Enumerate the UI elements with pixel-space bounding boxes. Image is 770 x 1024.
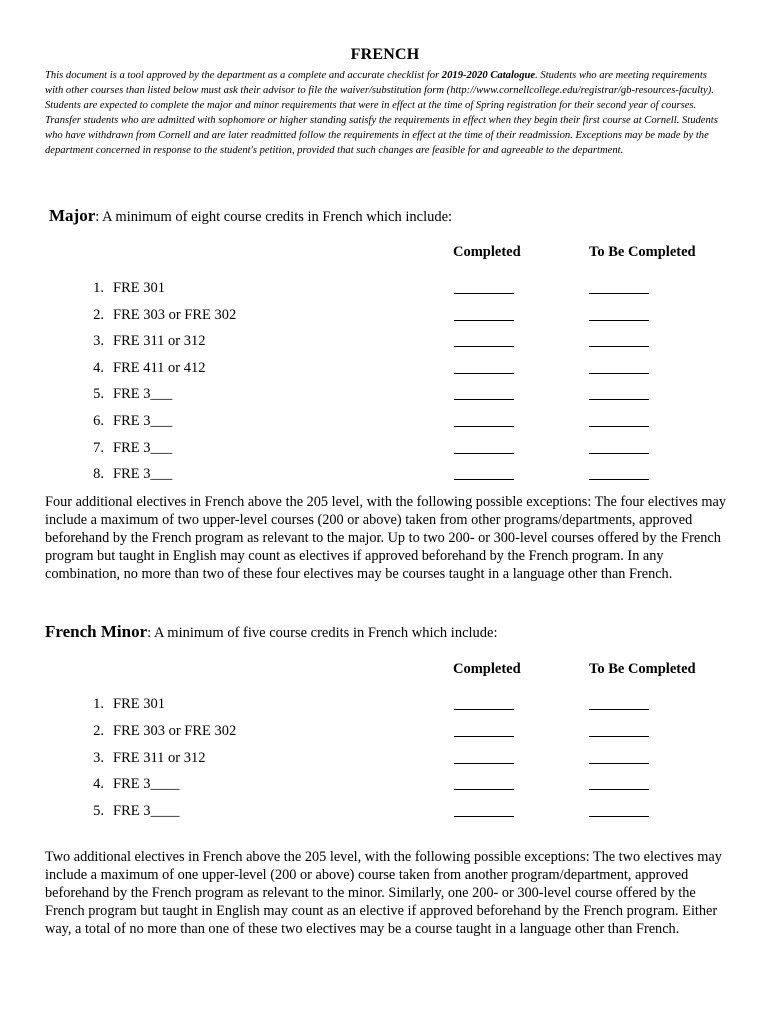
- item-number: 2.: [93, 722, 104, 739]
- item-number: 1.: [93, 280, 104, 296]
- completed-blank-line[interactable]: [454, 373, 514, 374]
- to-be-completed-blank-line[interactable]: [589, 320, 649, 321]
- completed-blank-line[interactable]: [454, 709, 514, 710]
- completed-blank-line[interactable]: [454, 346, 514, 347]
- completed-blank-line[interactable]: [454, 293, 514, 294]
- to-be-completed-blank-line[interactable]: [589, 479, 649, 480]
- course-row: [0, 413, 770, 431]
- major-col-completed: Completed: [453, 244, 521, 260]
- minor-heading: [45, 623, 498, 642]
- course-name: FRE 311 or 312: [113, 749, 206, 766]
- item-number: 5.: [93, 803, 104, 820]
- course-row: [0, 280, 770, 298]
- completed-blank-line[interactable]: [454, 453, 514, 454]
- to-be-completed-blank-line[interactable]: [589, 399, 649, 400]
- course-name: FRE 3____: [113, 776, 180, 793]
- item-number: 3.: [93, 333, 104, 350]
- course-row: [0, 750, 770, 768]
- page-title: FRENCH: [350, 46, 420, 63]
- intro-text-end: . Students who are meeting requirements with other courses than listed below must ask their advisor to file the waiver/substitution form (http://www.cornellcollege.edu/registrar/gb-resources-faculty). Students are expected to complete the major and minor requirements that were in effect at the time of Spring registration for their second year of courses. Transfer students who are admitted with sophomore or higher standing satisfy the requirements in effect when they begin their first course at Cornell. Students who have withdrawn from Cornell and are later readmitted follow the requirements in effect at the time of their readmission. Exceptions may be made by the department concerned in response to the student's petition, provided that such changes are feasible for and agreeable to the department.: [45, 70, 718, 157]
- course-row: [0, 333, 770, 351]
- major-heading-description: : A minimum of eight course credits in French which include:: [95, 209, 453, 225]
- item-number: 6.: [93, 413, 104, 429]
- major-col-to-be-completed: To Be Completed: [589, 244, 696, 260]
- item-number: 5.: [93, 386, 104, 403]
- minor-heading-label: French Minor: [45, 622, 148, 641]
- to-be-completed-blank-line[interactable]: [589, 816, 649, 817]
- to-be-completed-blank-line[interactable]: [589, 453, 649, 454]
- item-number: 3.: [93, 749, 104, 766]
- to-be-completed-blank-line[interactable]: [589, 426, 649, 427]
- course-name: FRE 3___: [113, 466, 173, 483]
- minor-col-completed: Completed: [453, 661, 521, 677]
- completed-blank-line[interactable]: [454, 816, 514, 817]
- course-row: [0, 386, 770, 404]
- completed-blank-line[interactable]: [454, 399, 514, 400]
- course-name: FRE 303 or FRE 302: [113, 722, 237, 739]
- completed-blank-line[interactable]: [454, 479, 514, 480]
- course-name: FRE 301: [113, 280, 165, 296]
- item-number: 1.: [93, 696, 104, 712]
- completed-blank-line[interactable]: [454, 789, 514, 790]
- course-row: [0, 696, 770, 714]
- catalogue-year: 2019-2020 Catalogue: [441, 70, 536, 81]
- minor-heading-description: : A minimum of five course credits in French which include:: [147, 625, 498, 641]
- to-be-completed-blank-line[interactable]: [589, 373, 649, 374]
- course-name: FRE 311 or 312: [113, 333, 206, 350]
- to-be-completed-blank-line[interactable]: [589, 293, 649, 294]
- course-row: [0, 803, 770, 821]
- course-name: FRE 3____: [113, 803, 180, 820]
- item-number: 4.: [93, 776, 104, 793]
- completed-blank-line[interactable]: [454, 426, 514, 427]
- course-row: [0, 360, 770, 378]
- minor-electives-paragraph: Two additional electives in French above the 205 level, with the following possible exceptions: The two electives may include a maximum of one upper-level (200 or above) course taken from another program/department, approved beforehand by the French program as relevant to the minor. Similarly, one 200- or 300-level course offered by the French program but taught in English may count as an elective if approved beforehand by the French program. Either way, a total of no more than one of these two electives may be a course taught in a language other than French.: [45, 849, 722, 938]
- to-be-completed-blank-line[interactable]: [589, 789, 649, 790]
- minor-col-to-be-completed: To Be Completed: [589, 661, 696, 677]
- to-be-completed-blank-line[interactable]: [589, 763, 649, 764]
- completed-blank-line[interactable]: [454, 736, 514, 737]
- course-name: FRE 3___: [113, 386, 173, 403]
- intro-paragraph: [45, 68, 727, 159]
- completed-blank-line[interactable]: [454, 320, 514, 321]
- course-name: FRE 411 or 412: [113, 359, 206, 376]
- item-number: 8.: [93, 466, 104, 483]
- course-name: FRE 3___: [113, 439, 173, 456]
- major-heading: [49, 207, 452, 226]
- course-row: [0, 466, 770, 484]
- item-number: 7.: [93, 439, 104, 456]
- major-heading-label: Major: [49, 206, 96, 225]
- to-be-completed-blank-line[interactable]: [589, 346, 649, 347]
- course-name: FRE 301: [113, 696, 165, 712]
- to-be-completed-blank-line[interactable]: [589, 709, 649, 710]
- course-name: FRE 3___: [113, 413, 173, 429]
- course-row: [0, 776, 770, 794]
- item-number: 2.: [93, 306, 104, 323]
- completed-blank-line[interactable]: [454, 763, 514, 764]
- item-number: 4.: [93, 359, 104, 376]
- to-be-completed-blank-line[interactable]: [589, 736, 649, 737]
- course-row: [0, 307, 770, 325]
- intro-text-start: This document is a tool approved by the department as a complete and accurate checklist for: [45, 70, 442, 81]
- course-name: FRE 303 or FRE 302: [113, 306, 237, 323]
- course-row: [0, 723, 770, 741]
- course-row: [0, 440, 770, 458]
- major-electives-paragraph: Four additional electives in French above the 205 level, with the following possible exceptions: The four electives may include a maximum of two upper-level courses (200 or above) taken from other programs/departments, approved beforehand by the French program as relevant to the major. Up to two 200- or 300-level courses offered by the French program but taught in English may count as electives if approved beforehand by the French program. In any combination, no more than two of these four electives may be courses taught in a language other than French.: [45, 494, 727, 583]
